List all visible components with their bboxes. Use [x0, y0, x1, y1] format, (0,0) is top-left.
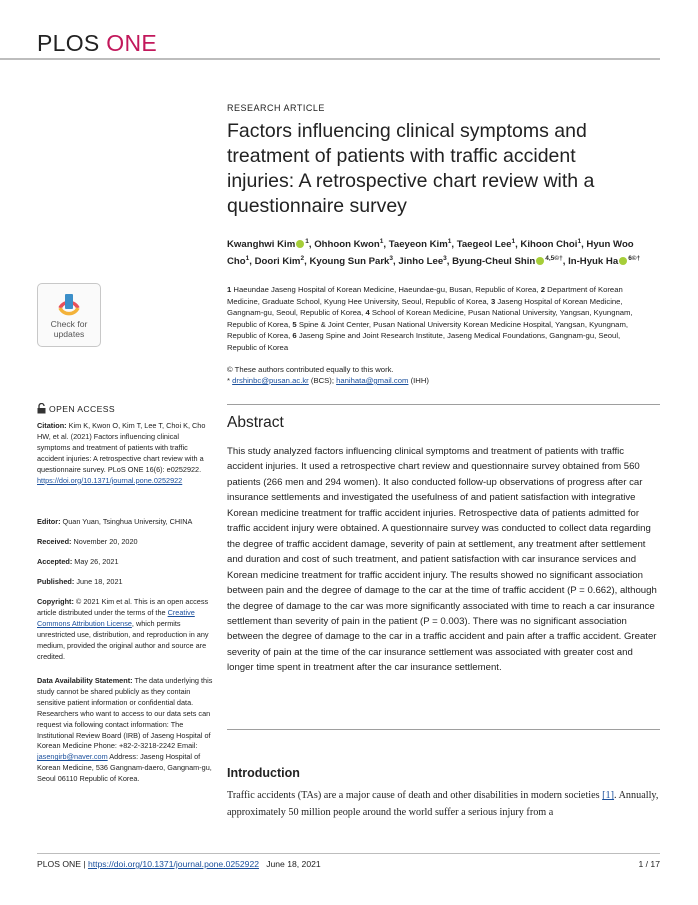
abstract-text: This study analyzed factors influencing clinical symptoms and treatment of patients with traffic accident injuries. It used a retrospective chart review and questionnaire survey obtained from 560 patients (266 men and 294 women). It also conducted follow-up observations of progress after car insurance settlements and investigated the usefulness of and patient satisfaction with integrative Korean medicine treatment for traffic accident injuries. Retrospective data of patients admitted for traffic accident injury were obtained. A questionnaire survey was conducted to collect data regarding the degree of traffic accident damage, severity of pain at settlement, any treatment after settlement and duration and cost of such treatment, and patient satisfaction with car insurance services and Korean medicine treatment for traffic accident injury. The results showed no significant association between pain and the degree of damage to the car at the time of traffic accident (P = 0.662), although the degree of damage to the car was more significantly associated with time to reach a car insurance settlement than severity of pain in the patient (P = 0.003). There was no significant association between the degree of damage to the car in a traffic accident and pain after a traffic accident. Greater severity of pain at the time of the car insurance settlement was associated with greater cost and longer time spent in treatment after the car insurance settlement. — [227, 446, 657, 674]
check-for-updates-badge[interactable] — [37, 283, 101, 347]
page-number: 1 / 17 — [638, 859, 660, 869]
author-affiliation-sup: 1 — [447, 238, 452, 245]
citation-label: Citation: — [37, 421, 67, 430]
abstract-bottom-divider — [227, 729, 660, 730]
orcid-icon[interactable] — [296, 240, 304, 248]
author-affiliation-sup: 6©† — [628, 254, 641, 262]
introduction-heading: Introduction — [227, 766, 300, 780]
copyright-block — [37, 597, 213, 662]
editor-line — [37, 517, 213, 528]
logo-plos: PLOS — [37, 30, 100, 56]
affiliation-text: Jaseng Spine and Joint Research Institute, Jaseng Medical Foundations, Gangnam-gu, Seoul, Republic of Korea — [227, 331, 621, 352]
received-label: Received: — [37, 537, 72, 546]
published-label: Published: — [37, 577, 75, 586]
reference-link[interactable]: [1] — [602, 790, 615, 801]
received-line — [37, 537, 213, 548]
citation-doi-link[interactable]: https://doi.org/10.1371/journal.pone.0252922 — [37, 475, 183, 485]
author-list — [227, 235, 647, 268]
equal-contribution-note: © These authors contributed equally to this work. — [227, 365, 394, 374]
email-link-ha[interactable]: hanihata@gmail.com — [336, 376, 409, 385]
affiliation-number: 5 — [292, 319, 297, 329]
crossmark-icon — [56, 290, 82, 316]
author-name[interactable]: Taegeol Lee — [456, 239, 512, 251]
accepted-label: Accepted: — [37, 557, 73, 566]
author-affiliation-sup: 3 — [389, 254, 394, 262]
author-affiliation-sup: 1 — [511, 238, 516, 245]
affiliation-number: 2 — [540, 285, 545, 294]
footer-date: June 18, 2021 — [266, 859, 321, 869]
author-name[interactable]: Byung-Cheul Shin — [452, 255, 536, 267]
author-name[interactable]: In-Hyuk Ha — [568, 255, 619, 267]
affiliation-text: Department of Korean Medicine, Graduate School, Kyung Hee University, Seoul, Republic of Korea, — [227, 285, 623, 306]
introduction-text — [227, 787, 660, 821]
affiliation-text: Spine & Joint Center, Pusan National University Korean Medicine Hospital, Yangsan, Kyungnam, Republic of Korea, — [227, 319, 628, 341]
irb-email-link[interactable]: jasengirb@naver.com — [37, 752, 108, 762]
author-separator: , — [446, 255, 453, 267]
author-separator: , — [308, 239, 315, 251]
editor-label: Editor: — [37, 517, 61, 526]
accepted-text: May 26, 2021 — [72, 557, 119, 566]
author-affiliation-sup: 1 — [577, 238, 582, 245]
article-type: RESEARCH ARTICLE — [227, 103, 325, 113]
affiliations — [227, 284, 647, 354]
email2-suffix: (IHH) — [408, 376, 429, 385]
email1-suffix: (BCS); — [308, 376, 337, 385]
footer-separator: | — [80, 859, 88, 869]
badge-line1: Check for — [50, 319, 88, 329]
affiliation-number: 1 — [227, 285, 232, 294]
journal-logo — [37, 30, 157, 57]
author-separator: , — [393, 255, 399, 267]
abstract-heading: Abstract — [227, 414, 284, 431]
author-affiliation-sup: 1 — [379, 238, 384, 245]
author-name[interactable]: Doori Kim — [254, 255, 301, 267]
open-access-label — [37, 403, 115, 414]
received-text: November 20, 2020 — [71, 537, 138, 546]
badge-label — [38, 319, 100, 339]
author-affiliation-sup: 1 — [245, 254, 250, 262]
author-separator: , — [249, 255, 255, 267]
page-footer — [37, 859, 660, 869]
affiliation-text: School of Korean Medicine, Pusan National University, Yangsan, Kyungnam, Republic of Korea, — [227, 308, 633, 329]
affiliation-text: Haeundae Jaseng Hospital of Korean Medicine, Haeundae-gu, Busan, Republic of Korea, — [233, 285, 539, 294]
affiliation-number: 4 — [365, 308, 370, 318]
author-name[interactable]: Jinho Lee — [398, 255, 444, 267]
data-availability-block — [37, 676, 213, 785]
footer-divider — [37, 853, 660, 854]
author-separator: , — [304, 255, 310, 267]
copyright-label: Copyright: — [37, 597, 74, 606]
author-name[interactable]: Taeyeon Kim — [388, 239, 448, 251]
intro-text-1: Traffic accidents (TAs) are a major cause of death and other disabilities in modern societies — [227, 790, 603, 801]
author-affiliation-sup: 2 — [300, 254, 305, 262]
author-separator: , — [562, 255, 569, 267]
copyright-text-2: , which permits unrestricted use, distribution, and reproduction in any medium, provided the original author and source are credited. — [37, 618, 209, 661]
author-affiliation-sup: 1 — [305, 238, 309, 245]
open-lock-icon — [37, 403, 46, 414]
citation-text: Kim K, Kwon O, Kim T, Lee T, Choi K, Cho HW, et al. (2021) Factors influencing clinical symptoms and treatment of patients with traffic accident injuries: A retrospective chart review with a questionnaire survey. PLoS ONE 16(6): e0252922. — [37, 421, 206, 474]
email-link-shin[interactable]: drshinbc@pusan.ac.kr — [232, 376, 309, 385]
affiliation-text: Jaseng Hospital of Korean Medicine, Gangnam-gu, Seoul, Republic of Korea, — [227, 296, 623, 318]
license-link[interactable]: Creative Commons Attribution License — [37, 607, 195, 628]
author-affiliation-sup: 3 — [443, 254, 447, 262]
abstract-top-divider — [227, 404, 660, 405]
editor-text: Quan Yuan, Tsinghua University, CHINA — [60, 517, 193, 526]
citation-block — [37, 421, 213, 486]
published-text: June 18, 2021 — [74, 577, 123, 586]
author-name[interactable]: Ohhoon Kwon — [314, 239, 380, 251]
correspondence-note — [227, 375, 647, 386]
corr-prefix: * — [227, 376, 233, 385]
published-line — [37, 577, 213, 588]
article-title: Factors influencing clinical symptoms and treatment of patients with traffic accident injuries: A retrospective chart review with a questionnaire survey — [227, 120, 595, 217]
author-separator: , — [515, 239, 521, 251]
copyright-text: © 2021 Kim et al. This is an open access article distributed under the terms of the — [37, 597, 209, 617]
intro-text-2: . Annually, approximately 50 million people around the world suffer a serious injury from a — [227, 790, 659, 818]
author-name[interactable]: Kihoon Choi — [520, 239, 578, 251]
author-notes — [227, 364, 647, 386]
affiliation-number: 6 — [292, 331, 297, 341]
author-separator: , — [451, 239, 457, 251]
author-separator: , — [383, 239, 389, 251]
open-access-text: OPEN ACCESS — [49, 404, 116, 414]
data-availability-label: Data Availability Statement: — [37, 676, 133, 685]
author-name[interactable]: Kyoung Sun Park — [309, 255, 390, 267]
accepted-line — [37, 557, 213, 568]
footer-journal: PLOS ONE — [37, 859, 81, 869]
footer-doi-link[interactable]: https://doi.org/10.1371/journal.pone.0252922 — [87, 859, 260, 869]
data-availability-text: The data underlying this study cannot be shared publicly as they contain sensitive patient information or confidential data. Researchers who want to access to our data sets can request via following contact information: The Institutional Review Board (IRB) of Jaseng Hospital of Korean Medicine Phone: +82-2-3218-2242 Email: — [37, 676, 213, 751]
header-divider — [0, 58, 660, 60]
data-availability-text-2: Address: Jaseng Hospital of Korean Medicine, 536 Gangnam-daero, Gangnam-gu, Seoul 06110 Republic of Korea. — [37, 752, 212, 784]
author-affiliation-sup: 4,5©† — [545, 254, 563, 262]
logo-one: ONE — [106, 30, 158, 56]
author-separator: , — [581, 239, 587, 251]
affiliation-number: 3 — [490, 296, 496, 306]
orcid-icon[interactable] — [536, 257, 544, 265]
author-name[interactable]: Hyun Woo Cho — [227, 239, 634, 267]
author-name[interactable]: Kwanghwi Kim — [227, 239, 296, 251]
badge-line2: updates — [53, 329, 85, 339]
orcid-icon[interactable] — [619, 257, 627, 265]
